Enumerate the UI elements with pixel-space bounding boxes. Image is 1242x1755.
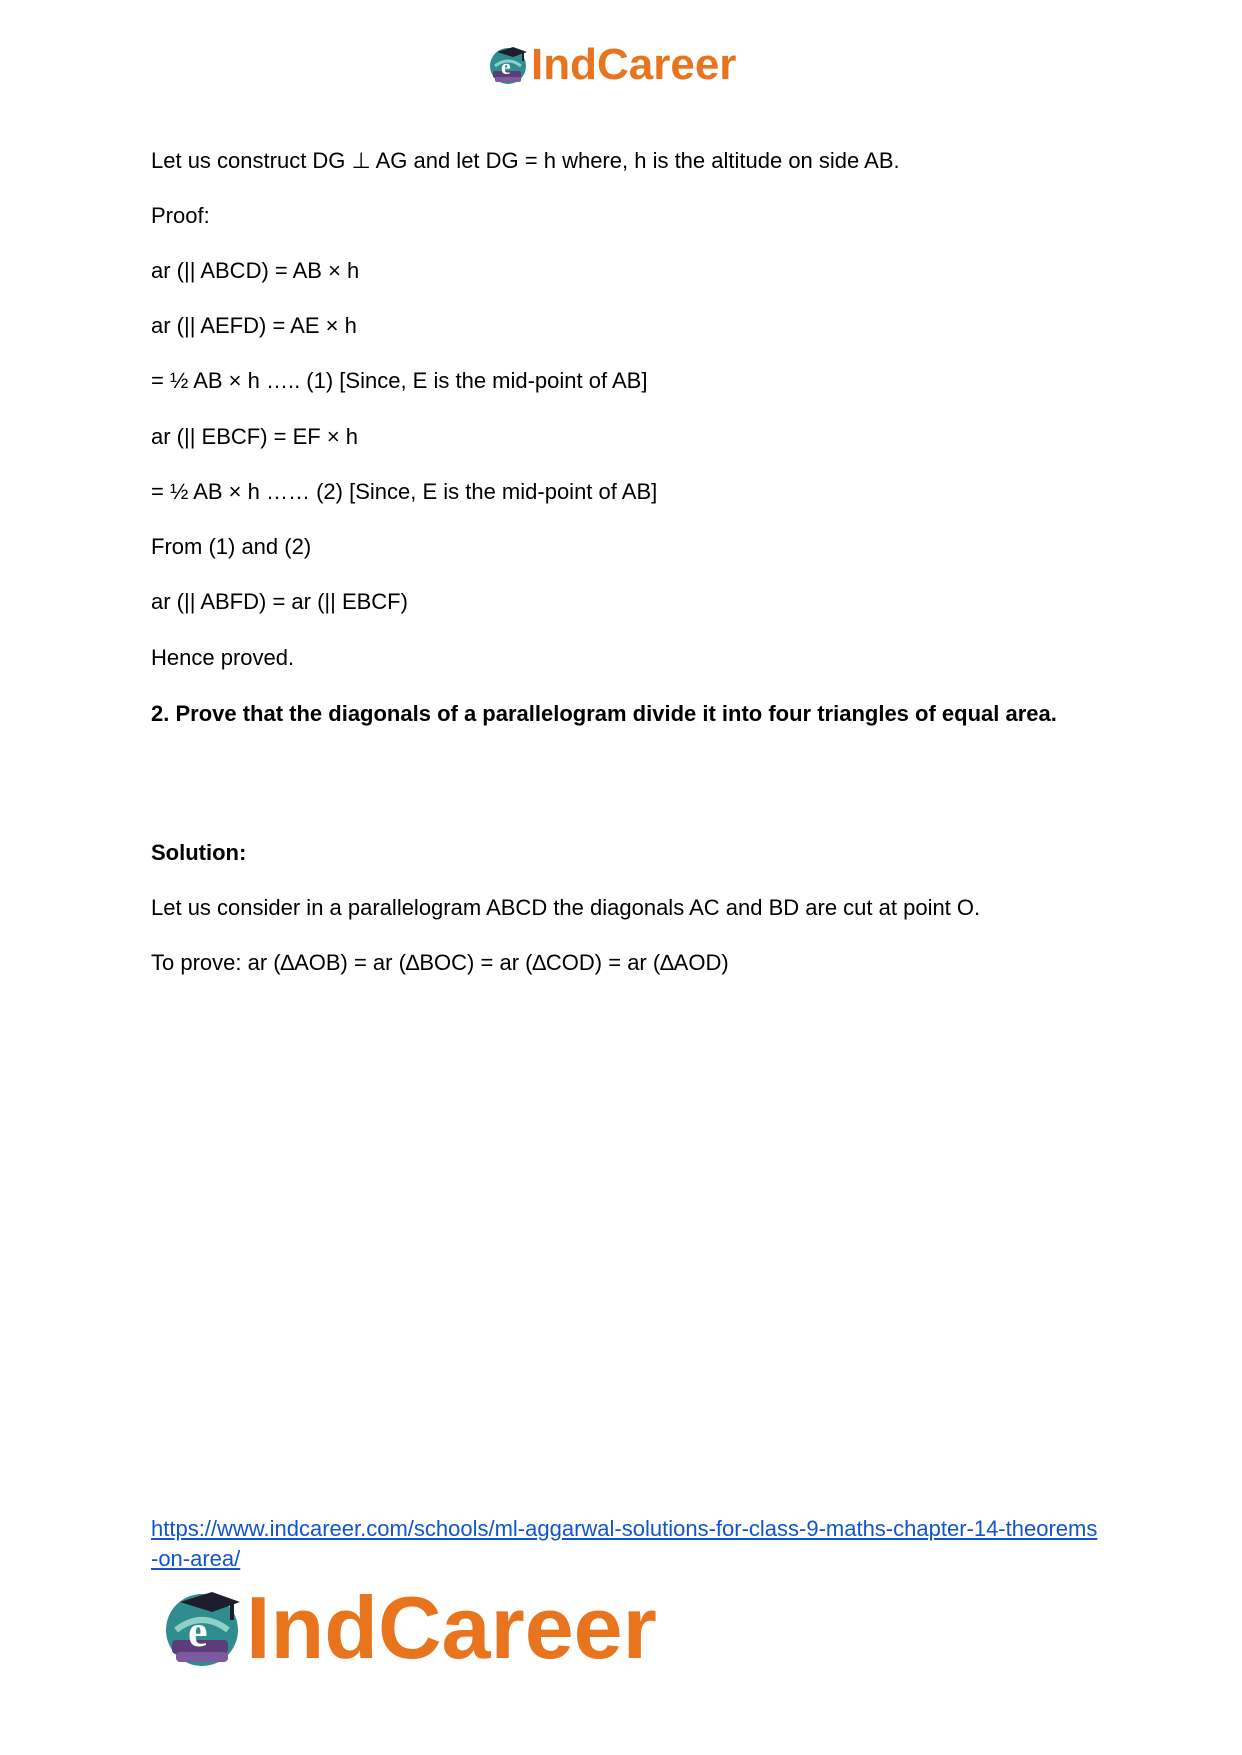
indcareer-logo-footer[interactable] xyxy=(160,1578,657,1677)
logo-wordmark: IndCareer xyxy=(531,40,737,89)
equation-line: ar (|| ABFD) = ar (|| EBCF) xyxy=(151,589,408,614)
globe-book-icon xyxy=(487,44,529,86)
equation-line: ar (|| AEFD) = AE × h xyxy=(151,313,357,338)
svg-text:e: e xyxy=(501,54,511,79)
paragraph-hence-proved: Hence proved. xyxy=(151,645,295,670)
globe-book-icon xyxy=(160,1586,244,1670)
logo-wordmark: IndCareer xyxy=(246,1578,657,1677)
equation-line: = ½ AB × h …… (2) [Since, E is the mid-point of AB] xyxy=(151,479,658,504)
equation-line: ar (|| EBCF) = EF × h xyxy=(151,424,359,449)
paragraph-from: From (1) and (2) xyxy=(151,534,312,559)
indcareer-logo-header[interactable] xyxy=(487,40,736,90)
paragraph-proof-label: Proof: xyxy=(151,203,210,228)
equation-line: = ½ AB × h ….. (1) [Since, E is the mid-point of AB] xyxy=(151,368,648,393)
question-heading: 2. Prove that the diagonals of a parallelogram divide it into four triangles of equal area. xyxy=(151,701,1057,726)
paragraph-construction: Let us construct DG ⊥ AG and let DG = h where, h is the altitude on side AB. xyxy=(151,148,900,173)
paragraph-consider: Let us consider in a parallelogram ABCD the diagonals AC and BD are cut at point O. xyxy=(151,895,981,920)
equation-line: ar (|| ABCD) = AB × h xyxy=(151,258,360,283)
svg-text:e: e xyxy=(188,1607,208,1656)
solution-label: Solution: xyxy=(151,840,247,865)
paragraph-to-prove: To prove: ar (∆AOB) = ar (∆BOC) = ar (∆COD) = ar (∆AOD) xyxy=(151,950,729,975)
source-link[interactable]: https://www.indcareer.com/schools/ml-aggarwal-solutions-for-class-9-maths-chapter-14-theorems-on-area/ xyxy=(151,1516,1098,1571)
